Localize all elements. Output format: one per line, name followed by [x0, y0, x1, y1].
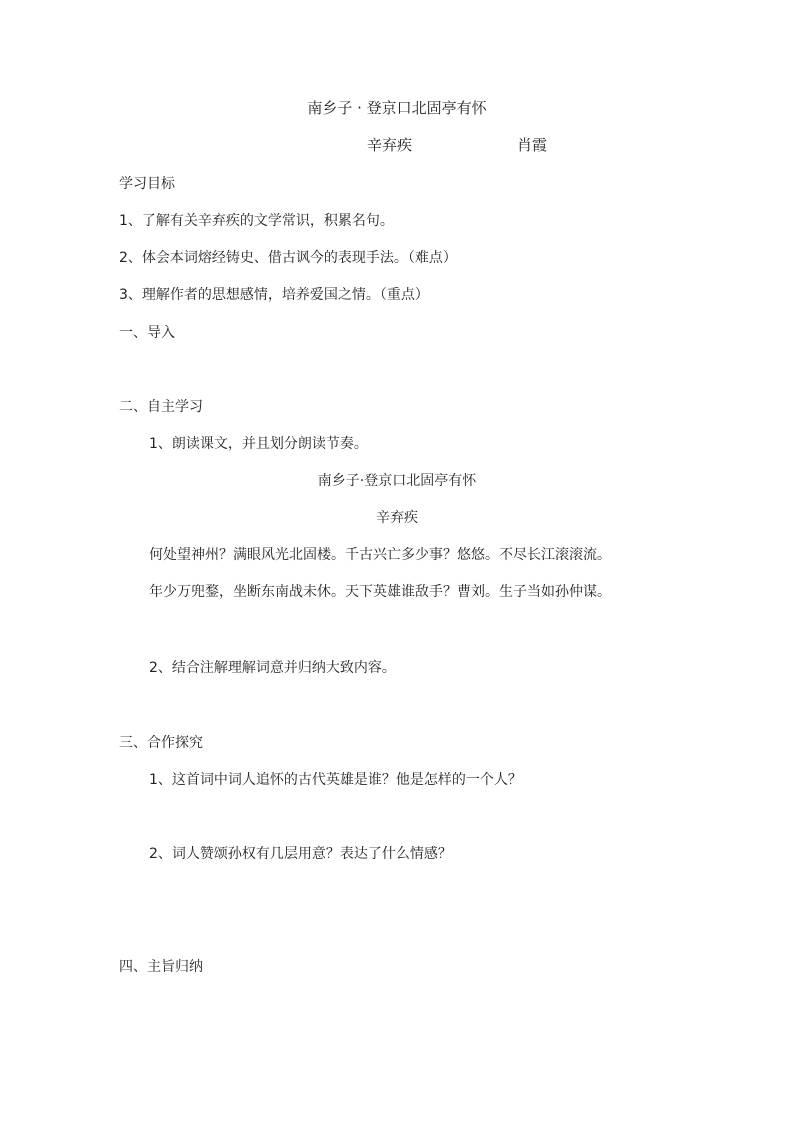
cooperation-question-1: 1、这首词中词人追怀的古代英雄是谁？他是怎样的一个人？	[149, 772, 522, 788]
section-intro-heading: 一、导入	[119, 325, 175, 341]
objective-item-2: 2、体会本词熔经铸史、借古讽今的表现手法。（难点）	[119, 250, 457, 266]
objective-item-3: 3、理解作者的思想感情，培养爱国之情。（重点）	[119, 287, 429, 303]
cooperation-question-2: 2、词人赞颂孙权有几层用意？表达了什么情感？	[149, 846, 452, 862]
section-self-study-heading: 二、自主学习	[119, 399, 203, 415]
poem-author: 辛弃疾	[376, 510, 418, 526]
poem-title: 南乡子·登京口北固亭有怀	[317, 473, 477, 489]
objective-item-1: 1、了解有关辛弃疾的文学常识，积累名句。	[119, 213, 394, 229]
section-theme-heading: 四、主旨归纳	[119, 959, 203, 975]
teacher-name: 肖霞	[517, 136, 548, 154]
poem-line-1: 何处望神州？满眼风光北固楼。千古兴亡多少事？悠悠。不尽长江滚滚流。	[149, 547, 611, 563]
author-name: 辛弃疾	[367, 136, 413, 154]
section-cooperation-heading: 三、合作探究	[119, 735, 203, 751]
page-title: 南乡子 · 登京口北固亭有怀	[307, 99, 487, 117]
self-study-task-2: 2、结合注解理解词意并归纳大致内容。	[149, 660, 396, 676]
self-study-task-1: 1、朗读课文，并且划分朗读节奏。	[149, 436, 368, 452]
poem-line-2: 年少万兜鍪，坐断东南战未休。天下英雄谁敌手？曹刘。生子当如孙仲谋。	[149, 584, 611, 600]
objectives-heading: 学习目标	[119, 176, 175, 192]
